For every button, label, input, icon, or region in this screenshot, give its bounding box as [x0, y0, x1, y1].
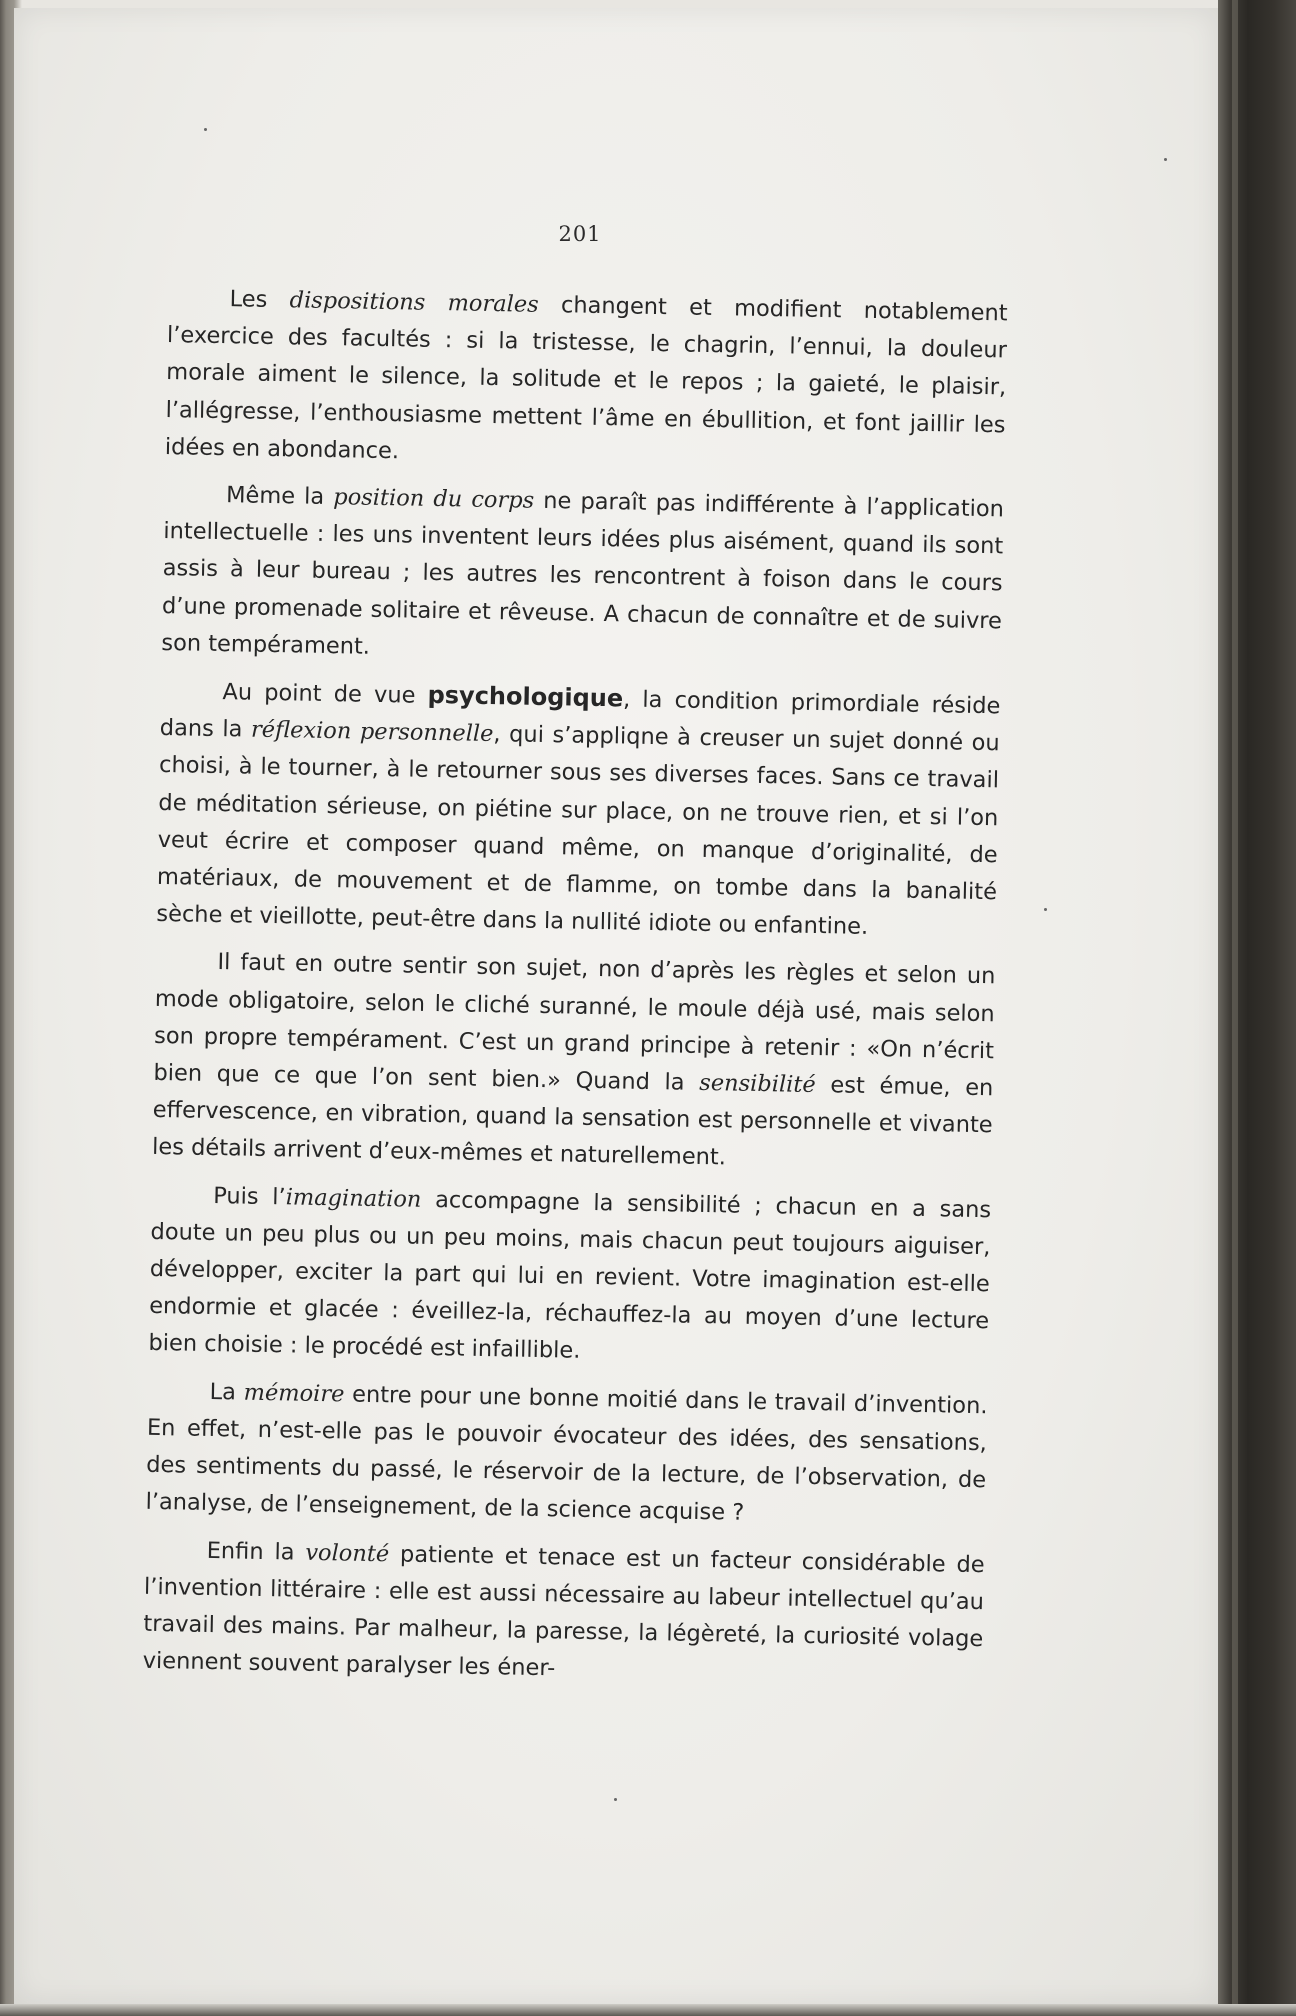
book-spine	[1218, 0, 1296, 2016]
text-run: Il faut en outre sentir son sujet, non d’après les règles et selon un mode obligatoire, selon le cliché suranné, le moule déjà usé, mais selon son propre tempérament. C’est un grand principe à retenir : «On n’écrit bien que ce que l’on sent bien.» Quand la	[153, 949, 996, 1096]
text-run: changent et modifient notablement l’exercice des facultés : si la tristesse, le chagrin, l’ennui, la douleur morale aiment le silence, la solitude et le repos ; la gaieté, le plaisir, l’allégresse, l’enthousiasme mettent l’âme en ébullition, et font jaillir les idées en abondance.	[164, 291, 1008, 465]
italic-term: dispositions morales	[289, 287, 539, 318]
text-run: ne paraît pas indifférente à l’application intellectuelle : les uns inventent leurs idées plus aisément, quand ils sont assis à leur bureau ; les autres les rencontrent à foison dans le cours d’une promenade solitaire et rêveuse. A chacun de connaître et de suivre son tempérament.	[161, 487, 1005, 660]
text-run: Au point de vue	[222, 679, 428, 709]
paragraph	[142, 1531, 985, 1695]
paper-speck	[1164, 158, 1167, 161]
text-run: accompagne la sensibilité ; chacun en a sans doute un peu plus ou un peu moins, mais chacun peut toujours aiguiser, développer, exciter la part qui lui en revient. Votre imagination est-elle endormie et glacée : éveillez-la, réchauffez-la au moyen d’une lecture bien choisie : le procédé est infaillible.	[148, 1186, 992, 1365]
paragraph	[152, 943, 996, 1182]
paper-speck	[614, 1798, 617, 1801]
italic-term: sensibilité	[699, 1069, 816, 1099]
text-run: La	[209, 1378, 244, 1406]
text-run: patiente et tenace est un facteur considérable de l’invention littéraire : elle est aussi nécessaire au labeur intellectuel qu’au travail des mains. Par malheur, la paresse, la légèreté, la curiosité volage viennent souvent paralyser les éner-	[142, 1540, 985, 1682]
text-run: Les	[229, 286, 290, 314]
text-run: psychologique	[427, 680, 624, 713]
italic-term: volonté	[305, 1539, 390, 1567]
paragraph	[145, 1373, 988, 1537]
page-number: 201	[558, 222, 602, 246]
paper-speck	[204, 128, 207, 131]
paragraph	[156, 672, 1001, 949]
paragraph	[165, 280, 1008, 481]
text-run: Même la	[225, 482, 334, 511]
italic-term: imagination	[285, 1183, 422, 1213]
paragraph	[148, 1177, 991, 1378]
italic-term: réflexion personnelle	[250, 716, 494, 748]
page-bottom-edge	[0, 2004, 1296, 2016]
body-text	[142, 280, 1008, 1705]
italic-term: position du corps	[333, 484, 535, 514]
text-run: Puis l’	[212, 1182, 286, 1210]
text-run: , qui s’appliqne à creuser un sujet donné ou choisi, à le tourner, à le retourner sous ses diverses faces. Sans ce travail de méditation sérieuse, on piétine sur place, on ne trouve rien, et si l’on veut écrire et composer quand même, on manque d’originalité, de matériaux, de mouvement et de flamme, on tombe dans la banalité sèche et vieillotte, peut-être dans la nullité idiote ou enfantine.	[156, 721, 1000, 941]
text-run: est émue, en effervescence, en vibration, quand la sensation est personnelle et vivante les détails arrivent d’eux-mêmes et naturellement.	[151, 1072, 994, 1171]
text-run: , la condition primordiale réside dans la	[159, 686, 1001, 743]
paper-speck	[1044, 908, 1047, 911]
text-run: Enfin la	[206, 1537, 306, 1566]
text-run: entre pour une bonne moitié dans le travail d’invention. En effet, n’est-elle pas le pouvoir évocateur des idées, des sensations, des sentiments du passé, le réservoir de la lecture, de l’observation, de l’analyse, de l’enseignement, de la science acquise ?	[145, 1381, 988, 1527]
italic-term: mémoire	[243, 1379, 345, 1408]
paragraph	[161, 476, 1004, 677]
